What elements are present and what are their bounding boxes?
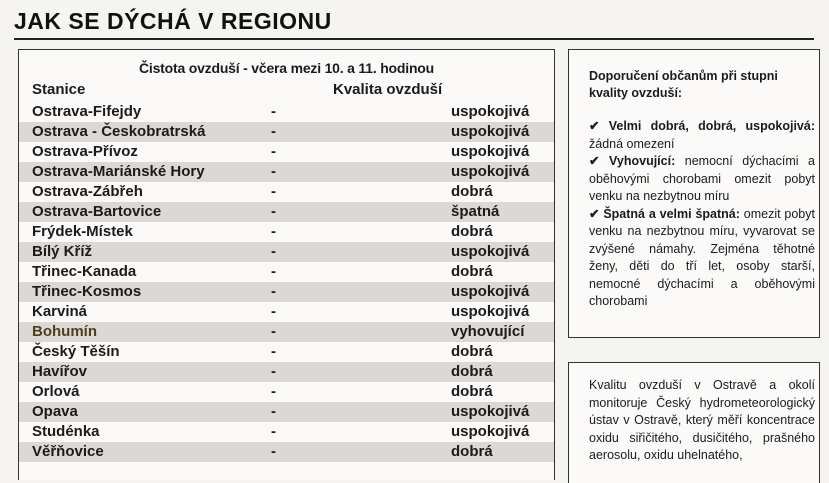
quality-value: uspokojivá xyxy=(451,423,530,440)
row-dash: - xyxy=(271,363,276,380)
air-quality-table xyxy=(18,49,555,480)
row-dash: - xyxy=(271,123,276,140)
quality-value: dobrá xyxy=(451,263,493,280)
table-row xyxy=(19,182,554,202)
recommendation-lead: Vyhovující: xyxy=(609,154,676,168)
table-row xyxy=(19,342,554,362)
table-row xyxy=(19,202,554,222)
table-row xyxy=(19,422,554,442)
station-name: Ostrava-Mariánské Hory xyxy=(32,163,205,180)
recommendation-text: omezit pobyt venku na nezbytnou míru, vyvarovat se zvýšené námahy. Zejména těhotné ženy, děti do tří let, osoby starší, nemocné dýchacími a oběhovými chorobami xyxy=(589,206,815,308)
quality-value: dobrá xyxy=(451,363,493,380)
row-dash: - xyxy=(271,283,276,300)
headline-rule xyxy=(14,38,814,40)
recommendation-text: nemocní dýchacími a oběhovými chorobami omezit pobyt venku na nezbytnou míru xyxy=(589,154,815,203)
monitoring-box xyxy=(568,362,820,483)
table-row xyxy=(19,282,554,302)
row-dash: - xyxy=(271,223,276,240)
recommendation-lead: Velmi dobrá, dobrá, uspokojivá: xyxy=(608,119,815,133)
table-row xyxy=(19,242,554,262)
quality-value: špatná xyxy=(451,203,500,220)
quality-value: dobrá xyxy=(451,383,493,400)
recommendation-item xyxy=(589,153,815,206)
recommendations-title: Doporučení občanům při stupni kvality ovzduší: xyxy=(589,69,778,100)
row-dash: - xyxy=(271,203,276,220)
quality-value: dobrá xyxy=(451,443,493,460)
row-dash: - xyxy=(271,243,276,260)
table-row xyxy=(19,402,554,422)
row-dash: - xyxy=(271,163,276,180)
quality-value: vyhovující xyxy=(451,323,525,340)
row-dash: - xyxy=(271,383,276,400)
table-row xyxy=(19,302,554,322)
recommendations-body xyxy=(589,118,815,311)
recommendation-lead: Špatná a velmi špatná: xyxy=(603,206,740,221)
quality-value: dobrá xyxy=(451,183,493,200)
row-dash: - xyxy=(271,423,276,440)
row-dash: - xyxy=(271,403,276,420)
table-rows xyxy=(19,102,554,462)
row-dash: - xyxy=(271,303,276,320)
headline: JAK SE DÝCHÁ V REGIONU xyxy=(14,8,332,34)
table-row xyxy=(19,322,554,342)
column-header-quality: Kvalita ovzduší xyxy=(333,81,443,98)
recommendations-box xyxy=(568,49,820,338)
row-dash: - xyxy=(271,103,276,120)
station-name: Frýdek-Místek xyxy=(32,223,133,240)
station-name: Český Těšín xyxy=(32,343,120,360)
table-row xyxy=(19,102,554,122)
quality-value: uspokojivá xyxy=(451,163,530,180)
table-row xyxy=(19,442,554,462)
row-dash: - xyxy=(271,443,276,460)
station-name: Orlová xyxy=(32,383,80,400)
quality-value: uspokojivá xyxy=(451,123,530,140)
row-dash: - xyxy=(271,263,276,280)
recommendation-text: žádná omezení xyxy=(589,136,675,151)
station-name: Studénka xyxy=(32,423,100,440)
station-name: Opava xyxy=(32,403,78,420)
station-name: Třinec-Kosmos xyxy=(32,283,142,300)
row-dash: - xyxy=(271,323,276,340)
checkmark-icon: ✔ xyxy=(589,119,600,133)
station-name: Věřňovice xyxy=(32,443,104,460)
table-row xyxy=(19,382,554,402)
station-name: Karviná xyxy=(32,303,88,320)
station-name: Třinec-Kanada xyxy=(32,263,137,280)
table-row xyxy=(19,262,554,282)
station-name: Ostrava-Přívoz xyxy=(32,143,138,160)
station-name: Ostrava-Fifejdy xyxy=(32,103,142,120)
recommendation-item xyxy=(589,206,815,311)
station-name: Havířov xyxy=(32,363,88,380)
checkmark-icon: ✔ xyxy=(589,206,600,221)
checkmark-icon: ✔ xyxy=(589,154,600,168)
quality-value: dobrá xyxy=(451,223,493,240)
quality-value: uspokojivá xyxy=(451,143,530,160)
row-dash: - xyxy=(271,143,276,160)
station-name: Ostrava-Bartovice xyxy=(32,203,162,220)
table-row xyxy=(19,222,554,242)
recommendation-item xyxy=(589,118,815,153)
station-name: Ostrava-Zábřeh xyxy=(32,183,143,200)
monitoring-text: Kvalitu ovzduší v Ostravě a okolí monitoruje Český hydrometeorologický ústav v Ostravě, který měří koncentrace oxidu siřičitého, dusičitého, prašného aerosolu, oxidu uhelnatého, xyxy=(589,378,815,462)
quality-value: uspokojivá xyxy=(451,103,530,120)
quality-value: uspokojivá xyxy=(451,403,530,420)
quality-value: dobrá xyxy=(451,343,493,360)
quality-value: uspokojivá xyxy=(451,303,530,320)
station-name: Ostrava - Českobratrská xyxy=(32,123,206,140)
row-dash: - xyxy=(271,343,276,360)
column-header-station: Stanice xyxy=(32,81,86,98)
table-row xyxy=(19,162,554,182)
station-name: Bohumín xyxy=(32,323,97,340)
row-dash: - xyxy=(271,183,276,200)
table-row xyxy=(19,142,554,162)
table-row xyxy=(19,362,554,382)
table-title: Čistota ovzduší - včera mezi 10. a 11. hodinou xyxy=(139,60,434,76)
quality-value: uspokojivá xyxy=(451,243,530,260)
table-row xyxy=(19,122,554,142)
quality-value: uspokojivá xyxy=(451,283,530,300)
station-name: Bílý Kříž xyxy=(32,243,93,260)
